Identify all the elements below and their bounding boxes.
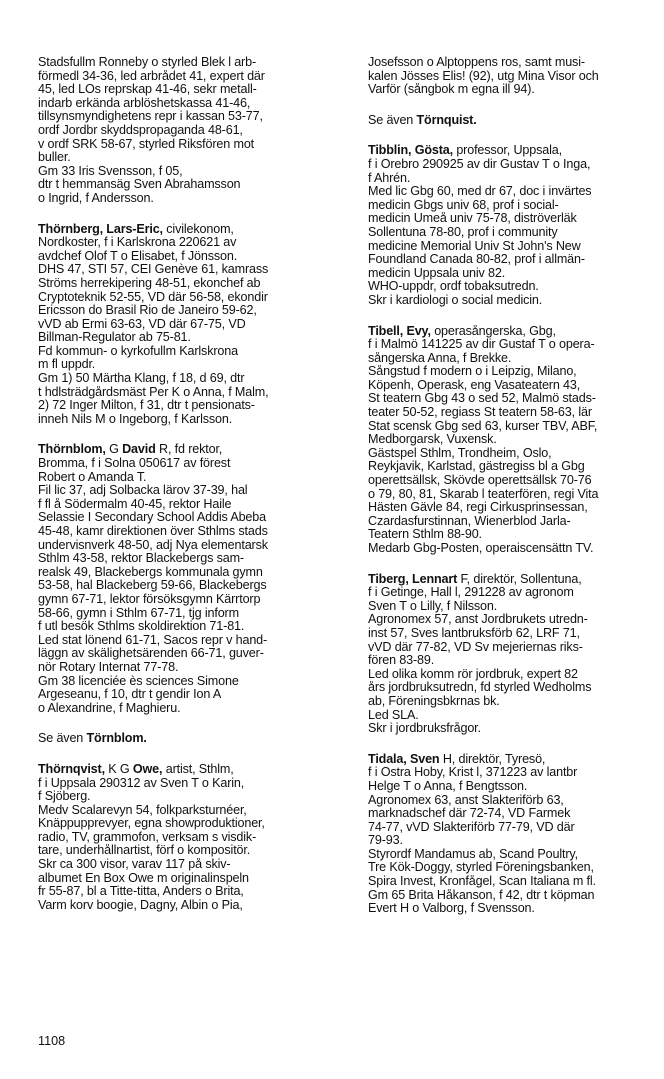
- entry-text: dtr t hemmansäg Sven Abrahamsson: [38, 178, 241, 192]
- entry-text: marknadschef där 72-74, VD Farmek: [368, 807, 571, 821]
- text-line: [38, 804, 340, 818]
- entry-text: Reykjavik, Karlstad, gästregiss bl a Gbg: [368, 460, 585, 474]
- biography-entry: [38, 56, 340, 206]
- text-line: [368, 158, 660, 172]
- entry-text: Gm 33 Iris Svensson, f 05,: [38, 164, 183, 178]
- entry-text: buller.: [38, 151, 71, 165]
- entry-text: Ericsson do Brasil Rio de Janeiro 59-62,: [38, 304, 257, 318]
- entry-text: Köpenh, Operask, eng Vasateatern 43,: [368, 378, 581, 392]
- entry-text: f i Örebro 290925 av dir Gustav T o Inga,: [368, 157, 591, 171]
- entry-text: f Ahrén.: [368, 171, 411, 185]
- entry-text: års jordbruksutredn, fd styrled Wedholms: [368, 681, 592, 695]
- entry-name: Owe,: [132, 762, 163, 776]
- entry-text: Agronomex 57, anst Jordbrukets utredn-: [368, 613, 588, 627]
- text-line: [368, 668, 660, 682]
- text-line: [368, 834, 660, 848]
- text-line: [38, 277, 340, 291]
- entry-text: Se även: [368, 113, 417, 127]
- text-line: [38, 223, 340, 237]
- text-line: [38, 511, 340, 525]
- text-line: [38, 331, 340, 345]
- entry-text: Led SLA.: [368, 708, 419, 722]
- biography-entry: [368, 753, 660, 916]
- entry-text: Stat scensk Gbg sed 63, kurser TBV, ABF,: [368, 419, 598, 433]
- text-line: [38, 291, 340, 305]
- biography-entry: [368, 573, 660, 736]
- entry-text: indarb erkända arblöshetskassa 41-46,: [38, 96, 251, 110]
- entry-text: Knäppupprevyer, egna showproduktioner,: [38, 817, 265, 831]
- text-line: [38, 634, 340, 648]
- entry-text: förmedl 34-36, led arbrådet 41, expert där: [38, 69, 265, 83]
- entry-text: Skr i jordbruksfrågor.: [368, 722, 481, 736]
- text-line: [368, 821, 660, 835]
- entry-text: t hdlsträdgårdsmäst Per K o Anna, f Malm,: [38, 385, 269, 399]
- text-line: [368, 681, 660, 695]
- entry-text: fören 83-89.: [368, 654, 435, 668]
- entry-text: Foundland Canada 80-82, prof i allmän-: [368, 253, 585, 267]
- text-line: [368, 807, 660, 821]
- entry-text: Sven T o Lilly, f Nilsson.: [368, 599, 498, 613]
- entry-text: vVD ab Ermi 63-63, VD där 67-75, VD: [38, 317, 246, 331]
- text-line: [368, 573, 660, 587]
- entry-text: Varm korv boogie, Dagny, Albin o Pia,: [38, 898, 243, 912]
- entry-text: 79-93.: [368, 834, 403, 848]
- entry-text: Sollentuna 78-80, prof i community: [368, 225, 558, 239]
- text-line: [368, 654, 660, 668]
- entry-text: fr 55-87, bl a Titte-titta, Anders o Brita,: [38, 885, 244, 899]
- entry-text: Led stat lönend 61-71, Sacos repr v hand-: [38, 633, 268, 647]
- right-column: [368, 56, 660, 933]
- entry-text: Stadsfullm Ronneby o styrled Blek l arb-: [38, 56, 256, 69]
- text-line: [368, 447, 660, 461]
- text-line: [38, 858, 340, 872]
- entry-text: Tre Kök-Doggy, styrled Föreningsbanken,: [368, 861, 594, 875]
- text-line: [38, 661, 340, 675]
- entry-text: professor, Uppsala,: [452, 144, 562, 158]
- entry-text: gymn 67-71, lektor försöksgymn Kärrtorp: [38, 592, 261, 606]
- entry-text: 58-66, gymn i Sthlm 67-71, tjg inform: [38, 606, 239, 620]
- text-line: [368, 240, 660, 254]
- entry-text: Fil lic 37, adj Solbacka lärov 37-39, hal: [38, 484, 248, 498]
- biography-entry: [368, 325, 660, 556]
- entry-text: f i Östra Hoby, Krist l, 371223 av lantbr: [368, 766, 578, 780]
- text-line: [368, 83, 660, 97]
- text-line: [368, 766, 660, 780]
- biography-entry: [368, 56, 660, 97]
- entry-name: Thörnblom,: [38, 443, 106, 457]
- entry-text: teater 50-52, regiass St teatern 58-63, lär: [368, 406, 592, 420]
- entry-text: avdchef Olof T o Elisabet, f Jönsson.: [38, 249, 238, 263]
- text-line: [368, 212, 660, 226]
- entry-text: Spira Invest, Kronfågel, Scan Italiana m fl.: [368, 875, 596, 889]
- entry-text: 45-48, kamr direktionen över Sthlms stads: [38, 525, 268, 538]
- text-line: [368, 392, 660, 406]
- text-line: [368, 56, 660, 70]
- text-line: [368, 889, 660, 903]
- entry-text: Med lic Gbg 60, med dr 67, doc i invärtes: [368, 185, 592, 199]
- text-line: [38, 790, 340, 804]
- entry-text: medicin Uppsala univ 82.: [368, 266, 506, 280]
- text-line: [368, 114, 660, 128]
- text-line: [368, 709, 660, 723]
- text-line: [368, 780, 660, 794]
- left-column: [38, 56, 340, 929]
- entry-text: artist, Sthlm,: [162, 762, 234, 776]
- text-line: [38, 817, 340, 831]
- entry-text: 45, led LOs reprskap 41-46, sekr metall-: [38, 83, 257, 97]
- text-line: [368, 144, 660, 158]
- entry-text: Nordkoster, f i Karlskrona 220621 av: [38, 236, 237, 250]
- entry-name: Törnquist.: [416, 113, 477, 127]
- entry-name: David: [122, 443, 156, 457]
- text-line: [368, 420, 660, 434]
- entry-text: Gm 65 Brita Håkanson, f 42, dtr t köpman: [368, 888, 595, 902]
- text-line: [38, 124, 340, 138]
- entry-text: 53-58, hal Blackeberg 59-66, Blackebergs: [38, 579, 267, 593]
- entry-text: undervisnverk 48-50, adj Nya elementarsk: [38, 538, 268, 552]
- entry-text: f i Uppsala 290312 av Sven T o Karin,: [38, 776, 245, 790]
- text-line: [368, 325, 660, 339]
- entry-text: nör Rotary Internat 77-78.: [38, 660, 179, 674]
- entry-text: medicin Umeå univ 75-78, diströverläk: [368, 212, 577, 226]
- entry-text: Medv Scalarevyn 54, folkparksturnéer,: [38, 803, 247, 817]
- entry-text: H, direktör, Tyresö,: [439, 752, 546, 766]
- text-line: [38, 607, 340, 621]
- text-line: [38, 236, 340, 250]
- text-line: [38, 413, 340, 427]
- entry-text: 2) 72 Inger Milton, f 31, dtr t pensionats-: [38, 399, 255, 413]
- entry-text: o Ingrid, f Andersson.: [38, 191, 154, 205]
- text-line: [368, 253, 660, 267]
- entry-name: Tibblin, Gösta,: [368, 144, 453, 158]
- text-line: [368, 172, 660, 186]
- text-line: [368, 474, 660, 488]
- text-line: [38, 386, 340, 400]
- entry-text: inneh Nils M o Ingeborg, f Karlsson.: [38, 412, 233, 426]
- entry-text: F, direktör, Sollentuna,: [457, 572, 582, 586]
- entry-text: tillsynsmyndighetens repr i kassan 53-77,: [38, 110, 263, 124]
- text-line: [38, 484, 340, 498]
- text-line: [38, 97, 340, 111]
- entry-text: albumet En Box Owe m originalinspeln: [38, 871, 249, 885]
- text-line: [38, 688, 340, 702]
- biography-entry: [38, 223, 340, 427]
- text-line: [368, 379, 660, 393]
- biography-entry: [368, 144, 660, 307]
- text-line: [368, 199, 660, 213]
- entry-text: Hästen Gävle 84, regi Cirkusprinsessan,: [368, 501, 588, 515]
- entry-name: Tibell, Evy,: [368, 324, 431, 338]
- text-line: [38, 138, 340, 152]
- text-line: [368, 501, 660, 515]
- entry-text: operasångerska, Gbg,: [430, 324, 556, 338]
- text-line: [368, 600, 660, 614]
- text-line: [368, 433, 660, 447]
- text-line: [368, 542, 660, 556]
- entry-text: vVD där 77-82, VD Sv mejeriernas riks-: [368, 640, 583, 654]
- entry-text: f fl å Södermalm 40-45, rektor Haile: [38, 497, 232, 511]
- text-line: [38, 539, 340, 553]
- entry-text: Czardasfurstinnan, Wienerblod Jarla-: [368, 514, 571, 528]
- text-line: [38, 872, 340, 886]
- text-line: [38, 263, 340, 277]
- entry-text: Medarb Gbg-Posten, operaiscensättn TV.: [368, 542, 594, 555]
- entry-name: Thörnberg, Lars-Eric,: [38, 222, 163, 236]
- text-line: [38, 525, 340, 539]
- text-line: [38, 498, 340, 512]
- text-line: [38, 399, 340, 413]
- entry-text: Skr ca 300 visor, varav 117 på skiv-: [38, 858, 231, 872]
- text-line: [368, 352, 660, 366]
- entry-text: WHO-uppdr, ordf tobaksutredn.: [368, 280, 539, 294]
- entry-text: Sångstud f modern o i Leipzig, Milano,: [368, 365, 577, 379]
- text-line: [368, 338, 660, 352]
- entry-text: o 79, 80, 81, Skarab l teaterfören, regi Vita: [368, 487, 599, 501]
- text-line: [38, 885, 340, 899]
- text-line: [38, 151, 340, 165]
- entry-text: Teatern Sthlm 88-90.: [368, 528, 482, 542]
- text-line: [38, 165, 340, 179]
- text-line: [38, 899, 340, 913]
- entry-text: ab, Föreningsbkrnas bk.: [368, 694, 500, 708]
- entry-text: Evert H o Valborg, f Svensson.: [368, 902, 535, 916]
- entry-text: Gästspel Sthlm, Trondheim, Oslo,: [368, 446, 552, 460]
- entry-text: Argeseanu, f 10, dtr t gendir Ion A: [38, 688, 222, 702]
- entry-name: Tiberg, Lennart: [368, 572, 458, 586]
- entry-text: Varför (sångbok m egna ill 94).: [368, 83, 535, 97]
- text-line: [38, 471, 340, 485]
- entry-text: o Alexandrine, f Maghieru.: [38, 701, 181, 715]
- text-line: [38, 702, 340, 716]
- entry-text: v ordf SRK 58-67, styrled Riksfören mot: [38, 137, 255, 151]
- entry-text: R, fd rektor,: [155, 443, 223, 457]
- text-line: [38, 844, 340, 858]
- text-line: [38, 566, 340, 580]
- text-line: [38, 83, 340, 97]
- entry-text: m fl uppdr.: [38, 358, 96, 372]
- text-line: [38, 647, 340, 661]
- text-line: [38, 675, 340, 689]
- entry-text: Se även: [38, 732, 87, 746]
- text-line: [368, 406, 660, 420]
- text-line: [38, 763, 340, 777]
- entry-text: Led olika komm rör jordbruk, expert 82: [368, 667, 578, 681]
- text-line: [38, 56, 340, 70]
- entry-text: Robert o Amanda T.: [38, 470, 147, 484]
- text-line: [368, 848, 660, 862]
- text-line: [38, 358, 340, 372]
- entry-text: ordf Jordbr skyddspropaganda 48-61,: [38, 123, 243, 137]
- entry-text: 74-77, vVD Slakteriförb 77-79, VD där: [368, 820, 575, 834]
- entry-name: Tidala, Sven: [368, 752, 440, 766]
- text-line: [368, 226, 660, 240]
- text-line: [368, 641, 660, 655]
- entry-text: Gm 1) 50 Märtha Klang, f 18, d 69, dtr: [38, 372, 245, 386]
- text-line: [368, 586, 660, 600]
- text-line: [368, 722, 660, 736]
- entry-text: Gm 38 licenciée ès sciences Simone: [38, 674, 239, 688]
- text-line: [38, 178, 340, 192]
- text-line: [38, 318, 340, 332]
- entry-text: Styrordf Mandamus ab, Scand Poultry,: [368, 847, 578, 861]
- entry-text: G: [105, 443, 123, 457]
- entry-text: f Sjöberg.: [38, 790, 91, 804]
- page-number: 1108: [38, 1034, 66, 1048]
- entry-text: kalen Jösses Elis! (92), utg Mina Visor och: [368, 69, 599, 83]
- text-line: [38, 831, 340, 845]
- text-line: [368, 460, 660, 474]
- entry-text: Josefsson o Alptoppens ros, samt musi-: [368, 56, 585, 69]
- biography-entry: [38, 732, 340, 746]
- entry-text: DHS 47, STI 57, CEI Genève 61, kamrass: [38, 263, 269, 277]
- entry-text: inst 57, Sves lantbruksförb 62, LRF 71,: [368, 626, 580, 640]
- text-line: [368, 515, 660, 529]
- entry-text: Sthlm 43-58, rektor Blackebergs sam-: [38, 552, 244, 566]
- text-line: [368, 280, 660, 294]
- text-line: [38, 304, 340, 318]
- text-line: [368, 794, 660, 808]
- text-line: [38, 192, 340, 206]
- text-line: [38, 443, 340, 457]
- entry-text: läggn av skälighetsärenden 66-71, guver-: [38, 647, 264, 661]
- text-line: [368, 875, 660, 889]
- entry-text: realsk 49, Blackebergs kommunala gymn: [38, 565, 263, 579]
- text-line: [368, 488, 660, 502]
- text-line: [38, 250, 340, 264]
- text-line: [38, 110, 340, 124]
- entry-text: Agronomex 63, anst Slakteriförb 63,: [368, 793, 564, 807]
- entry-text: Helge T o Anna, f Bengtsson.: [368, 779, 528, 793]
- entry-text: f utl besök Sthlms skoldirektion 71-81.: [38, 620, 245, 634]
- text-line: [38, 620, 340, 634]
- entry-text: Cryptoteknik 52-55, VD där 56-58, ekondir: [38, 290, 268, 304]
- text-line: [38, 579, 340, 593]
- text-line: [368, 902, 660, 916]
- text-line: [38, 552, 340, 566]
- entry-text: K G: [104, 762, 133, 776]
- entry-text: Selassie I Secondary School Addis Abeba: [38, 511, 266, 525]
- text-line: [368, 185, 660, 199]
- entry-text: Ströms herrekipering 48-51, ekonchef ab: [38, 276, 261, 290]
- entry-text: St teatern Gbg 43 o sed 52, Malmö stads-: [368, 392, 596, 406]
- entry-text: f i Getinge, Hall l, 291228 av agronom: [368, 586, 574, 600]
- text-line: [368, 753, 660, 767]
- text-line: [368, 627, 660, 641]
- entry-name: Thörnqvist,: [38, 762, 105, 776]
- text-line: [368, 861, 660, 875]
- text-line: [368, 613, 660, 627]
- entry-text: f i Malmö 141225 av dir Gustaf T o opera-: [368, 338, 595, 352]
- biography-entry: [368, 114, 660, 128]
- biography-entry: [38, 763, 340, 913]
- text-line: [38, 593, 340, 607]
- entry-text: Skr i kardiologi o social medicin.: [368, 293, 543, 307]
- entry-text: Billman-Regulator ab 75-81.: [38, 331, 191, 345]
- text-line: [38, 372, 340, 386]
- entry-text: operettsällsk, Skövde operettsällsk 70-76: [368, 474, 592, 488]
- entry-text: Fd kommun- o kyrkofullm Karlskrona: [38, 344, 238, 358]
- entry-text: medicine Memorial Univ St John's New: [368, 239, 581, 253]
- biography-entry: [38, 443, 340, 715]
- text-line: [368, 294, 660, 308]
- entry-text: Bromma, f i Solna 050617 av förest: [38, 457, 231, 471]
- text-line: [368, 528, 660, 542]
- entry-text: civilekonom,: [162, 222, 234, 236]
- entry-name: Törnblom.: [86, 732, 147, 746]
- text-line: [38, 457, 340, 471]
- text-line: [38, 777, 340, 791]
- entry-text: Medborgarsk, Vuxensk.: [368, 433, 497, 447]
- text-line: [368, 365, 660, 379]
- text-line: [38, 70, 340, 84]
- text-line: [368, 70, 660, 84]
- entry-text: medicin Gbgs univ 68, prof i social-: [368, 198, 559, 212]
- entry-text: radio, TV, grammofon, verksam s visdik-: [38, 830, 257, 844]
- text-line: [38, 732, 340, 746]
- text-line: [368, 267, 660, 281]
- entry-text: tare, underhållnartist, förf o kompositör.: [38, 844, 251, 858]
- text-line: [38, 345, 340, 359]
- text-line: [368, 695, 660, 709]
- entry-text: sångerska Anna, f Brekke.: [368, 351, 512, 365]
